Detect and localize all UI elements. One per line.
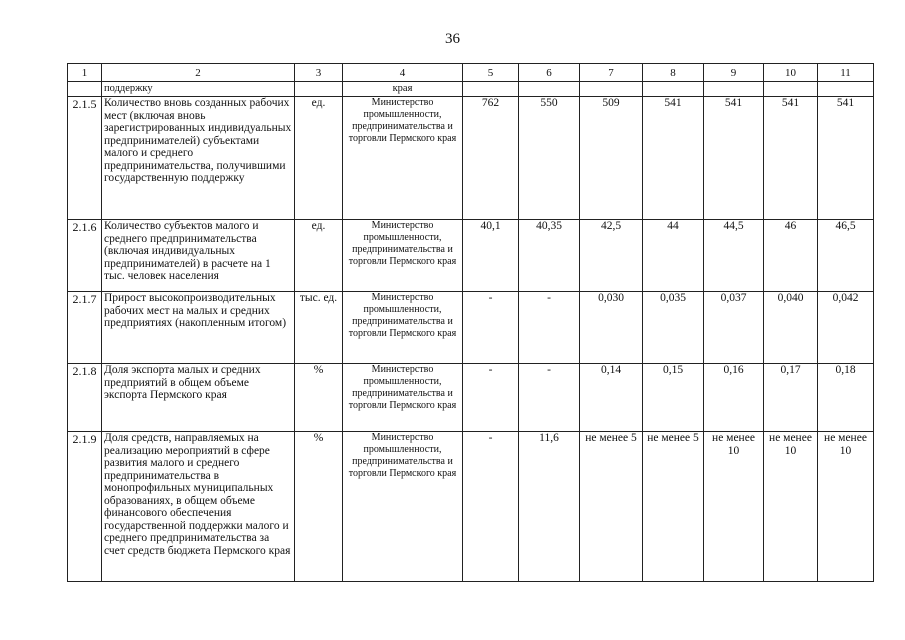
column-header: 5 xyxy=(463,64,519,82)
value-cell: не менее 5 xyxy=(580,432,643,582)
value-cell: 0,17 xyxy=(764,364,818,432)
value-cell: - xyxy=(519,292,580,364)
value-cell: 0,16 xyxy=(704,364,764,432)
value-cell: 0,030 xyxy=(580,292,643,364)
row-number: 2.1.7 xyxy=(68,292,102,364)
column-header: 3 xyxy=(295,64,343,82)
page-number: 36 xyxy=(445,31,460,47)
responsible-body: края xyxy=(343,82,463,97)
column-header: 8 xyxy=(643,64,704,82)
value-cell: - xyxy=(463,364,519,432)
value-cell: 42,5 xyxy=(580,220,643,292)
value-cell: 509 xyxy=(580,97,643,220)
row-number: 2.1.5 xyxy=(68,97,102,220)
value-cell: 0,040 xyxy=(764,292,818,364)
column-header: 11 xyxy=(818,64,874,82)
unit: ед. xyxy=(295,220,343,292)
value-cell: 40,35 xyxy=(519,220,580,292)
column-header: 4 xyxy=(343,64,463,82)
value-cell: 0,037 xyxy=(704,292,764,364)
column-header: 9 xyxy=(704,64,764,82)
column-header: 10 xyxy=(764,64,818,82)
value-cell: 0,035 xyxy=(643,292,704,364)
value-cell: 541 xyxy=(643,97,704,220)
value-cell: не менее 10 xyxy=(818,432,874,582)
responsible-body: Министерство промышленности, предпринимательства и торговли Пермского края xyxy=(343,364,463,432)
table-row xyxy=(68,432,874,582)
value-cell: 762 xyxy=(463,97,519,220)
unit: % xyxy=(295,364,343,432)
value-cell: 44 xyxy=(643,220,704,292)
table-row xyxy=(68,97,874,220)
value-cell: не менее 5 xyxy=(643,432,704,582)
responsible-body: Министерство промышленности, предпринимательства и торговли Пермского края xyxy=(343,97,463,220)
indicator-name: Количество вновь созданных рабочих мест (включая вновь зарегистрированных индивидуальных предпринимателей) субъектами малого и среднего предпринимательства, получившими государственную поддержку xyxy=(102,97,295,220)
value-cell: не менее 10 xyxy=(764,432,818,582)
value-cell: - xyxy=(463,292,519,364)
value-cell: 541 xyxy=(818,97,874,220)
column-header: 2 xyxy=(102,64,295,82)
value-cell: 0,18 xyxy=(818,364,874,432)
column-header: 1 xyxy=(68,64,102,82)
value-cell: 0,15 xyxy=(643,364,704,432)
value-cell: 40,1 xyxy=(463,220,519,292)
value-cell: 11,6 xyxy=(519,432,580,582)
continuation-row xyxy=(68,82,874,97)
value-cell: 44,5 xyxy=(704,220,764,292)
table-row xyxy=(68,364,874,432)
value-cell: - xyxy=(463,432,519,582)
indicator-name: поддержку xyxy=(102,82,295,97)
value-cell: 0,042 xyxy=(818,292,874,364)
responsible-body: Министерство промышленности, предпринимательства и торговли Пермского края xyxy=(343,432,463,582)
indicator-name: Доля экспорта малых и средних предприятий в общем объеме экспорта Пермского края xyxy=(102,364,295,432)
value-cell: не менее 10 xyxy=(704,432,764,582)
value-cell: - xyxy=(519,364,580,432)
row-number: 2.1.6 xyxy=(68,220,102,292)
indicator-name: Доля средств, направляемых на реализацию мероприятий в сфере развития малого и среднего предпринимательства в монопрофильных муниципальных образованиях, в общем объеме финансового обеспечения государственной поддержки малого и среднего предпринимательства за счет средств бюджета Пермского края xyxy=(102,432,295,582)
indicator-name: Прирост высокопроизводительных рабочих мест на малых и средних предприятиях (накопленным итогом) xyxy=(102,292,295,364)
row-number: 2.1.8 xyxy=(68,364,102,432)
value-cell: 46 xyxy=(764,220,818,292)
value-cell: 541 xyxy=(764,97,818,220)
responsible-body: Министерство промышленности, предпринимательства и торговли Пермского края xyxy=(343,292,463,364)
unit: % xyxy=(295,432,343,582)
column-header: 7 xyxy=(580,64,643,82)
responsible-body: Министерство промышленности, предпринимательства и торговли Пермского края xyxy=(343,220,463,292)
value-cell: 550 xyxy=(519,97,580,220)
column-header: 6 xyxy=(519,64,580,82)
unit: ед. xyxy=(295,97,343,220)
column-number-row xyxy=(68,64,874,82)
row-number: 2.1.9 xyxy=(68,432,102,582)
indicator-name: Количество субъектов малого и среднего предпринимательства (включая индивидуальных предпринимателей) в расчете на 1 тыс. человек населения xyxy=(102,220,295,292)
table-row xyxy=(68,292,874,364)
indicators-table xyxy=(67,63,874,582)
table-row xyxy=(68,220,874,292)
unit: тыс. ед. xyxy=(295,292,343,364)
value-cell: 541 xyxy=(704,97,764,220)
value-cell: 0,14 xyxy=(580,364,643,432)
value-cell: 46,5 xyxy=(818,220,874,292)
